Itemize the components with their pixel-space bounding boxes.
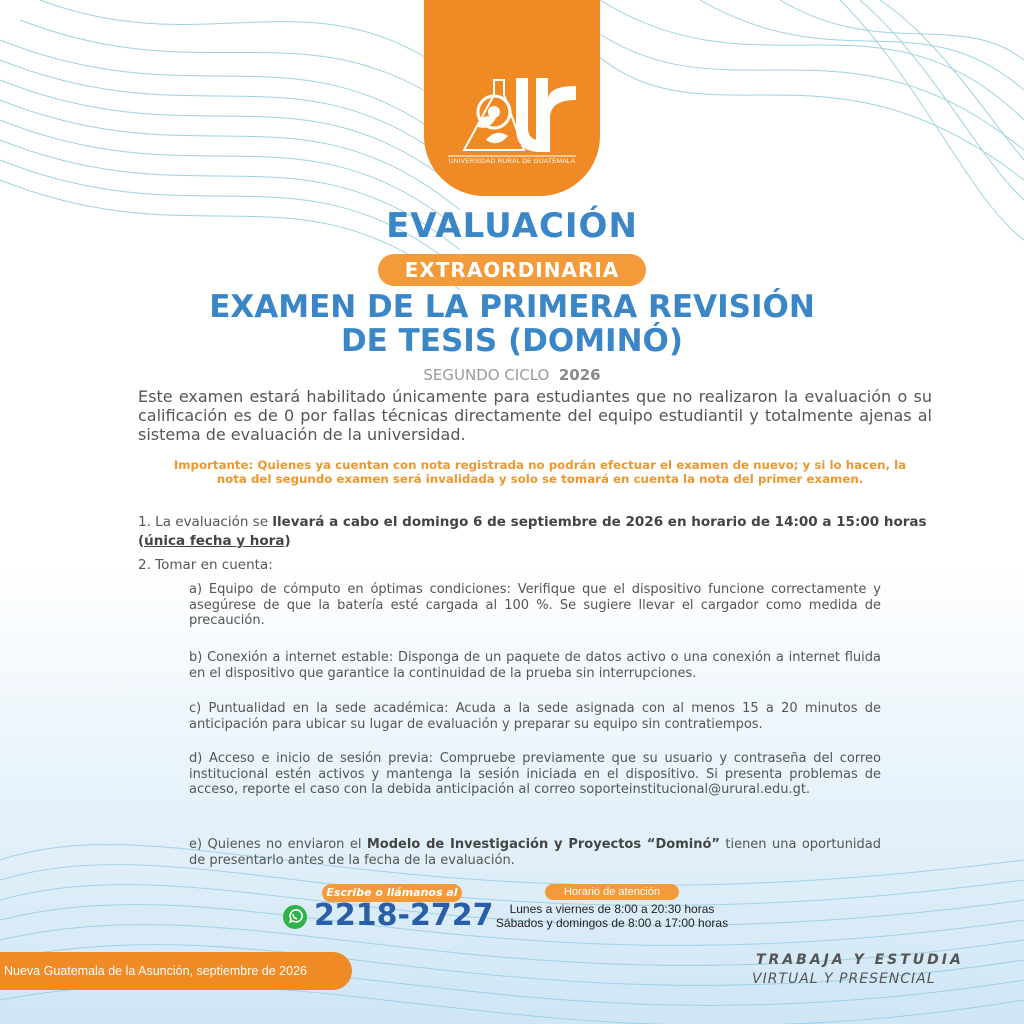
cycle-year: 2026 bbox=[558, 366, 601, 384]
logo-org-name: UNIVERSIDAD RURAL DE GUATEMALA bbox=[448, 158, 576, 165]
phone-number[interactable]: 2218-2727 bbox=[314, 898, 494, 933]
item-1-bold: llevará a cabo el domingo 6 de septiembre de 2026 en horario de 14:00 a 15:00 horas bbox=[272, 514, 927, 530]
item-1-prefix: 1. La evaluación se bbox=[138, 514, 273, 530]
slogan-line1: TRABAJA Y ESTUDIA bbox=[756, 952, 964, 968]
item-1-open: ( bbox=[138, 533, 145, 549]
university-logo bbox=[424, 0, 600, 196]
sub-item-d: d) Acceso e inicio de sesión previa: Compruebe previamente que su usuario y contraseña del correo institucional estén activos y mantenga la sesión iniciada en el dispositivo. Si presenta problemas de acceso, reporte el caso con la debida anticipación al correo soporteinstitucional@urural.edu.gt. bbox=[189, 751, 881, 797]
item-1-date bbox=[138, 513, 938, 551]
exam-title-line2: DE TESIS (DOMINÓ) bbox=[340, 323, 684, 359]
page-title: EVALUACIÓN bbox=[386, 206, 638, 246]
important-notice: Importante: Quienes ya cuentan con nota registrada no podrán efectuar el examen de nuevo; y si lo hacen, la nota del segundo examen será invalidada y solo se tomará en cuenta la nota del primer examen. bbox=[173, 458, 907, 486]
sub-item-e-bold: Modelo de Investigación y Proyectos “Dominó” bbox=[366, 837, 720, 852]
slogan-line2: VIRTUAL Y PRESENCIAL bbox=[752, 971, 936, 987]
sub-item-e-prefix: e) Quienes no enviaron el bbox=[189, 837, 367, 852]
university-logo-icon bbox=[424, 0, 600, 196]
item-1-underlined: única fecha y hora bbox=[144, 533, 285, 549]
sub-item-c: c) Puntualidad en la sede académica: Acuda a la sede asignada con al menos 15 a 20 minutos de anticipación para ubicar su lugar de evaluación y preparar su equipo sin contratiempos. bbox=[189, 701, 881, 732]
sub-item-e bbox=[189, 837, 881, 868]
cycle-label bbox=[0, 366, 1024, 384]
item-1-close: ) bbox=[284, 533, 291, 549]
sub-item-a: a) Equipo de cómputo en óptimas condiciones: Verifique que el dispositivo funcione correctamente y asegúrese de que la batería esté cargada al 100 %. Se sugiere llevar el cargador como medida de precaución. bbox=[189, 582, 881, 628]
sub-item-b: b) Conexión a internet estable: Disponga de un paquete de datos activo o una conexión a internet fluida en el dispositivo que garantice la continuidad de la prueba sin interrupciones. bbox=[189, 650, 881, 681]
footer-location-date: Nueva Guatemala de la Asunción, septiembre de 2026 bbox=[0, 952, 352, 990]
cycle-name: SEGUNDO CICLO bbox=[423, 366, 550, 384]
intro-paragraph: Este examen estará habilitado únicamente para estudiantes que no realizaron la evaluación o su calificación es de 0 por fallas técnicas directamente del equipo estudiantil y totalmente ajenas al sistema de evaluación de la universidad. bbox=[138, 387, 932, 444]
exam-title bbox=[0, 290, 1024, 358]
hours-weekdays: Lunes a viernes de 8:00 a 20:30 horas bbox=[509, 902, 715, 916]
subtitle-pill: EXTRAORDINARIA bbox=[378, 254, 646, 286]
call-label-pill: Escribe o llámanos al bbox=[322, 884, 462, 902]
hours-label-pill: Horario de atención bbox=[545, 884, 679, 900]
item-2-heading: 2. Tomar en cuenta: bbox=[138, 557, 273, 573]
hours-weekends: Sábados y domingos de 8:00 a 17:00 horas bbox=[495, 916, 729, 930]
exam-title-line1: EXAMEN DE LA PRIMERA REVISIÓN bbox=[209, 289, 815, 325]
office-hours bbox=[480, 902, 744, 930]
sub-item-e-suffix: tienen una oportunidad de presentarlo antes de la fecha de la evaluación. bbox=[189, 837, 882, 868]
whatsapp-icon bbox=[283, 905, 307, 929]
